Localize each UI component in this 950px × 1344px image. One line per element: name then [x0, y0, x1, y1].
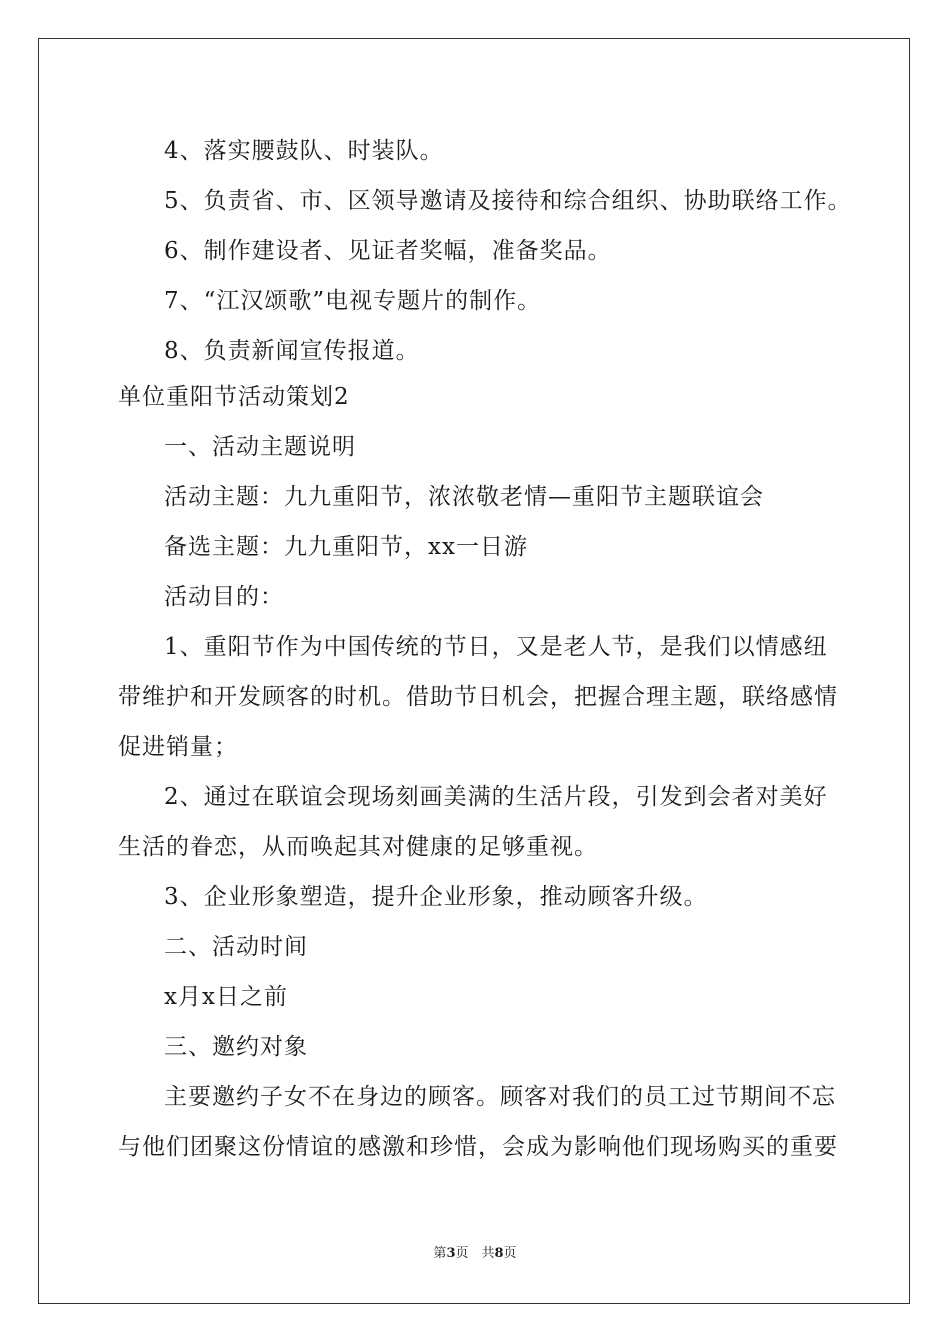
- text-line-3: 6、制作建设者、见证者奖幅，准备奖品。: [164, 238, 612, 264]
- text-line-17: 二、活动时间: [164, 934, 308, 960]
- text-line-2: 5、负责省、市、区领导邀请及接待和综合组织、协助联络工作。: [164, 188, 852, 214]
- text-line-9: 备选主题：九九重阳节，xx一日游: [164, 534, 528, 560]
- footer-total-pages: 8: [494, 1246, 504, 1261]
- page-border: [38, 38, 910, 1304]
- text-line-4: 7、“江汉颂歌”电视专题片的制作。: [164, 288, 542, 314]
- footer-mid: 页 共: [455, 1246, 495, 1261]
- text-line-21: 与他们团聚这份情谊的感激和珍惜，会成为影响他们现场购买的重要: [118, 1134, 838, 1160]
- page-footer: [0, 1245, 950, 1263]
- text-line-1: 4、落实腰鼓队、时装队。: [164, 138, 444, 164]
- text-line-14: 2、通过在联谊会现场刻画美满的生活片段，引发到会者对美好: [164, 784, 828, 810]
- text-line-16: 3、企业形象塑造，提升企业形象，推动顾客升级。: [164, 884, 708, 910]
- text-line-12: 带维护和开发顾客的时机。借助节日机会，把握合理主题，联络感情: [118, 684, 838, 710]
- section-heading: 单位重阳节活动策划2: [118, 384, 350, 410]
- text-line-10: 活动目的：: [164, 584, 284, 610]
- text-line-5: 8、负责新闻宣传报道。: [164, 338, 420, 364]
- text-line-15: 生活的眷恋，从而唤起其对健康的足够重视。: [118, 834, 598, 860]
- text-line-7: 一、活动主题说明: [164, 434, 356, 460]
- text-line-18: x月x日之前: [164, 984, 288, 1010]
- text-line-20: 主要邀约子女不在身边的顾客。顾客对我们的员工过节期间不忘: [164, 1084, 836, 1110]
- footer-suffix: 页: [503, 1246, 517, 1261]
- text-line-8: 活动主题：九九重阳节，浓浓敬老情—重阳节主题联谊会: [164, 484, 764, 510]
- footer-prefix: 第: [433, 1246, 447, 1261]
- footer-current-page: 3: [446, 1246, 456, 1261]
- text-line-11: 1、重阳节作为中国传统的节日，又是老人节，是我们以情感纽: [164, 634, 828, 660]
- text-line-19: 三、邀约对象: [164, 1034, 308, 1060]
- text-line-13: 促进销量；: [118, 734, 238, 760]
